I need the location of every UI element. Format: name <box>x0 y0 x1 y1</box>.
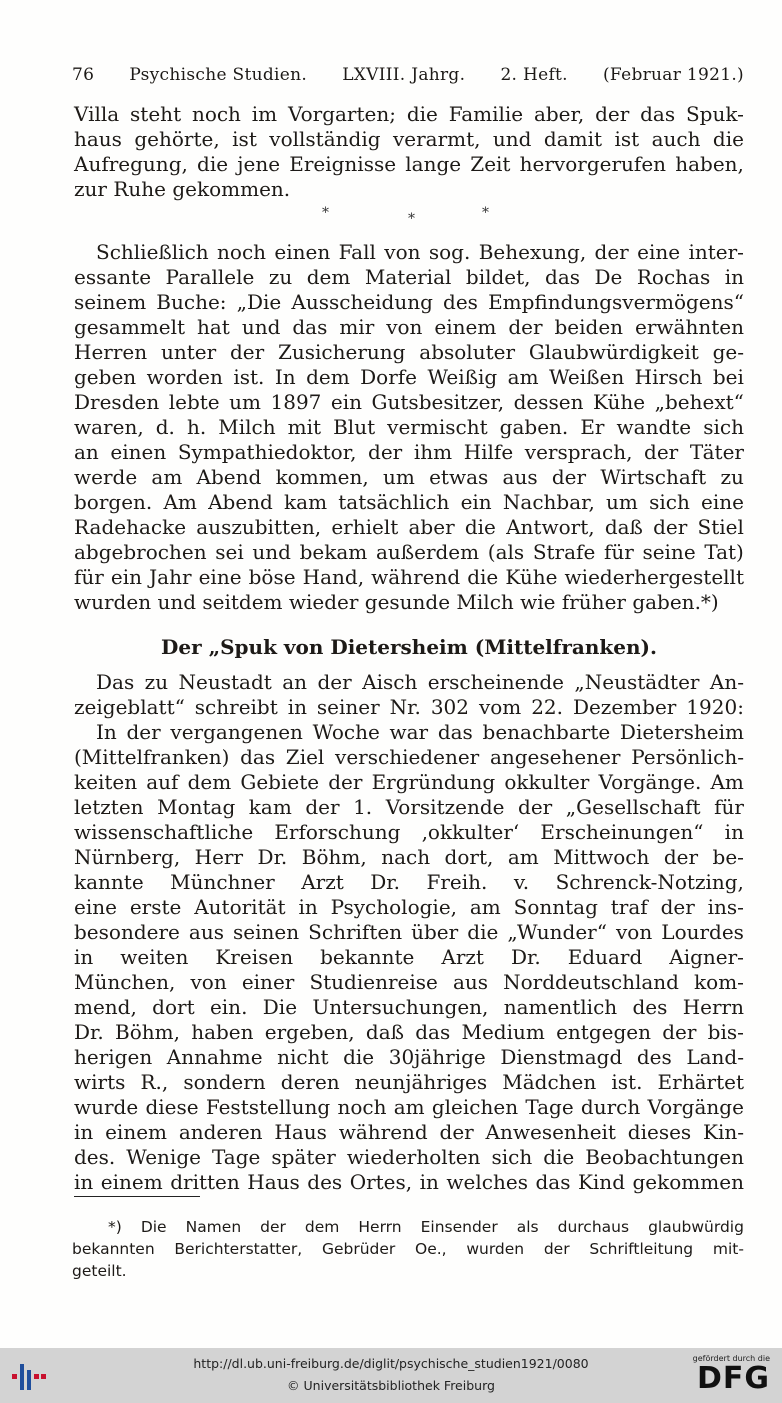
text-line: essante Parallele zu dem Material bildet, das De Rochas in <box>74 265 744 289</box>
text-line: Schließlich noch einen Fall von sog. Behexung, der eine inter- <box>96 240 744 264</box>
text-line: haus gehörte, ist vollständig verarmt, und damit ist auch die <box>74 127 744 151</box>
dfg-logo: DFG <box>696 1361 770 1396</box>
text-line: Radehacke auszubitten, erhielt aber die Antwort, daß der Stiel <box>74 515 744 539</box>
text-line: geben worden ist. In dem Dorfe Weißig am Weißen Hirsch bei <box>74 365 744 389</box>
text-line: des. Wenige Tage später wiederholten sich die Beobachtungen <box>74 1145 744 1169</box>
funder-note: gefördert durch die <box>692 1354 770 1363</box>
text-line: gesammelt hat und das mir von einem der beiden erwähnten <box>74 315 744 339</box>
text-line: in einem anderen Haus während der Anwesenheit dieses Kin- <box>74 1120 744 1144</box>
copyright-notice: © Universitätsbibliothek Freiburg <box>287 1378 495 1393</box>
text-line: mend, dort ein. Die Untersuchungen, namentlich des Herrn <box>74 995 744 1019</box>
text-line: eine erste Autorität in Psychologie, am Sonntag traf der ins- <box>74 895 744 919</box>
footnote-line: bekannten Berichterstatter, Gebrüder Oe., wurden der Schriftleitung mit- <box>72 1240 744 1258</box>
section-separator <box>300 205 500 227</box>
text-line: wurden und seitdem wieder gesunde Milch wie früher gaben.*) <box>74 590 719 614</box>
source-url[interactable]: http://dl.ub.uni-freiburg.de/diglit/psychische_studien1921/0080 <box>193 1356 589 1371</box>
text-line: zur Ruhe gekommen. <box>74 177 291 201</box>
asterisk: * <box>408 211 415 227</box>
text-line: Aufregung, die jene Ereignisse lange Zeit hervorgerufen haben, <box>74 152 744 176</box>
asterisk: * <box>322 205 329 221</box>
text-line: letzten Montag kam der 1. Vorsitzende der „Gesellschaft für <box>74 795 744 819</box>
page-number: 76 <box>72 65 95 85</box>
text-line: borgen. Am Abend kam tatsächlich ein Nachbar, um sich eine <box>74 490 744 514</box>
text-line: Villa steht noch im Vorgarten; die Familie aber, der das Spuk- <box>74 102 744 126</box>
text-line: Herren unter der Zusicherung absoluter Glaubwürdigkeit ge- <box>74 340 744 364</box>
section-heading: Der „Spuk von Dietersheim (Mittelfranken). <box>161 635 657 659</box>
journal-title: Psychische Studien. <box>129 65 308 85</box>
text-line: wirts R., sondern deren neunjähriges Mädchen ist. Erhärtet <box>74 1070 744 1094</box>
running-header <box>72 62 744 88</box>
text-line: in einem dritten Haus des Ortes, in welches das Kind gekommen <box>74 1170 744 1194</box>
issue: 2. Heft. <box>500 65 568 85</box>
library-footer <box>0 1348 782 1403</box>
footnote-rule <box>74 1196 200 1197</box>
text-line: seinem Buche: „Die Ausscheidung des Empfindungsvermögens“ <box>74 290 744 314</box>
text-line: in weiten Kreisen bekannte Arzt Dr. Eduard Aigner- <box>74 945 744 969</box>
footnote-line: *) Die Namen der dem Herrn Einsender als durchaus glaubwürdig <box>108 1218 744 1236</box>
volume: LXVIII. Jahrg. <box>342 65 466 85</box>
text-line: für ein Jahr eine böse Hand, während die Kühe wiederhergestellt <box>74 565 744 589</box>
text-line: wurde diese Feststellung noch am gleichen Tage durch Vorgänge <box>74 1095 744 1119</box>
text-line: (Mittelfranken) das Ziel verschiedener angesehener Persönlich- <box>74 745 744 769</box>
text-line: Das zu Neustadt an der Aisch erscheinende „Neustädter An- <box>96 670 744 694</box>
text-line: Dresden lebte um 1897 ein Gutsbesitzer, dessen Kühe „behext“ <box>74 390 744 414</box>
asterisk: * <box>482 205 489 221</box>
text-line: zeigeblatt“ schreibt in seiner Nr. 302 vom 22. Dezember 1920: <box>74 695 744 719</box>
text-line: Nürnberg, Herr Dr. Böhm, nach dort, am Mittwoch der be- <box>74 845 744 869</box>
text-line: In der vergangenen Woche war das benachbarte Dietersheim <box>96 720 744 744</box>
issue-date: (Februar 1921.) <box>602 65 744 85</box>
footnote-line: geteilt. <box>72 1262 127 1280</box>
text-line: wissenschaftliche Erforschung ‚okkulter‘ Erscheinungen“ in <box>74 820 744 844</box>
text-line: keiten auf dem Gebiete der Ergründung okkulter Vorgänge. Am <box>74 770 744 794</box>
text-line: herigen Annahme nicht die 30jährige Dienstmagd des Land- <box>74 1045 744 1069</box>
text-line: an einen Sympathiedoktor, der ihm Hilfe versprach, der Täter <box>74 440 744 464</box>
text-line: werde am Abend kommen, um etwas aus der Wirtschaft zu <box>74 465 744 489</box>
text-line: kannte Münchner Arzt Dr. Freih. v. Schrenck-Notzing, <box>74 870 744 894</box>
text-line: München, von einer Studienreise aus Norddeutschland kom- <box>74 970 744 994</box>
text-line: waren, d. h. Milch mit Blut vermischt gaben. Er wandte sich <box>74 415 744 439</box>
text-line: besondere aus seinen Schriften über die „Wunder“ von Lourdes <box>74 920 744 944</box>
text-line: abgebrochen sei und bekam außerdem (als Strafe für seine Tat) <box>74 540 744 564</box>
text-line: Dr. Böhm, haben ergeben, daß das Medium entgegen der bis- <box>74 1020 744 1044</box>
